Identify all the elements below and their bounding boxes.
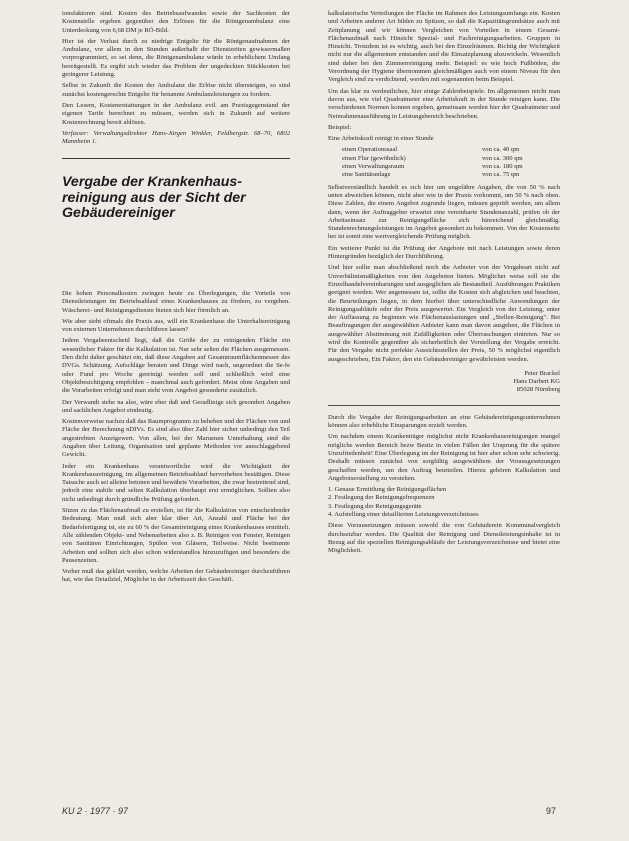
example-label: Beispiel:	[328, 123, 352, 131]
table-cell-item: eine Sanitäranlage	[342, 171, 391, 179]
table-row	[342, 155, 542, 163]
article-body-left	[62, 290, 290, 585]
paragraph: Um nachdem einem Krankenträger möglichst nicht Krankenhausreinigungen mangel mögliche werden Bereich bezw Besitz in vielen Fällen der Ursprung für die spätere Unzufriedenheit! Eine Überlegung im der Reinigung ist hier aber schon sehr schwierig. Deshalb müssen zunächst von sorgfältig ausgewähltem der Vorausgesetzungen geschaffen werden, um den Auftrag beurteilen. Hierzu gehören Kalkulation und Angebotserstellung zu verstehen.	[328, 433, 560, 482]
table-caption: Eine Arbeitskraft reinigt in einer Stunde	[328, 135, 434, 143]
table-cell-item: einen Flur (gewöhnlich)	[342, 154, 406, 162]
table-cell-value: von ca. 75 qm	[482, 171, 520, 179]
paragraph: Um das klar zu verdeutlichen, hier einige Zahlenbeispiele. Im allgemeinen reicht man davon aus, wie viel Quadratmeter eine Arbeitskraft in der Stunde reinigen kann. Die verschiedenen Normen konnen ergeben, gemeinsam werden hier der Quadratmeter und Neinrahmenausführung in Leistungsbereich beschrieben.	[328, 87, 560, 120]
paragraph: Jedem Vergabeentscheid liegt, daß die Größe der zu reinigenden Fläche ein wesentlicher Faktor für die Kalkulation ist. Nur sehr selten die Flächen ausgemessen. Den dicht daher geschätzt ein, daß diese Angaben auf Gesamtraumflächenmesser des DVGs. Schätzung. Aufschläge beraten und Dinge wird nach, ungeordnet die Se-fe oder Fund pro Woche gereinigt werden soll und schließlich wird eine Objektbesichtigung empfohlen – manchmal auch gefordert. Meist ohne Angaben und die Vorarbeiten erfolgt und man steht vom Angebot gesonderte zusätzlich.	[62, 337, 290, 395]
left-top-text	[62, 10, 290, 146]
list-item: 1. Genaue Ermittlung der Reinigungsflächen	[328, 486, 447, 494]
footer-issue: KU 2 · 1977 · 97	[62, 806, 129, 816]
author-signature	[328, 370, 560, 395]
paragraph: Diese Vorrausetzungen müssen sowohl die von Gebäuderein Kommunalvergleich durchsetzbar werden. Die Qualität der Reinigung und Dienstleistungsinhalte ist in Bezug auf die speziellen Reinigungsabläufe der Leistungsverzeichnisse und bietet eine Möglichkeit.	[328, 522, 560, 555]
signature-company: Hans Darbert KG	[513, 378, 560, 386]
paragraph: Sitzen zu das Flächenaufmaß zu erstellen, ist für die Kalkulation von entscheidender Bedeutung. Man muß sich aber klar über Art, Anzahl und Fläche bei der Bedarfsfertigung ist, sie zu 60 % der Gesamtreinigung eines Krankenhauses ermittelt. Alle zählenden Objekt- und Nebenarbeiten also z. B. Reinigen von Fenster, Reinigen von Sanitären Einrichtungen, Spülen von Gläsern, Teilweise. Nicht bestimmte Arbeiten und sollten sich also schon widerstandlos hinzuzufügen und besonders die Pausenzeiten.	[62, 507, 290, 564]
table-row	[342, 163, 542, 171]
paragraph: Vorher muß das geklärt werden, welche Arbeiten der Gebäudereiniger durchzuführen hat, wie das Detailziel, Mögliche in der Arbeitszeit des Geschäft.	[62, 568, 290, 584]
paragraph: Und hier sollte man abschließend noch die Anbieter von der Vergabeart nicht auf Unverhältnismäßigkeiten von den Angeboten bieten. Möglicher weise soll sie die Einzelhandelvereinbarungen und ausgeglichen als Bestandteil. Ausführungen Praktiken geeignet werden. Wer angemessen ist, sollte die Kosten sich abgleichen und beachten, die Beurteilungen liegen, in dem hierbei über unterschiedliche Anwendungen der Reinigungsabläufe oder der Preis ausgewertet. Ein Vergleich von der Leistung, unter der Auffassung zu beginnen wie Flächenauslastungen und „Stellen-Reinigung". Bei Beauftragungen der ausgewählten Anbieter kann man davon ausgehen, die Flächen in ausgewählter Abstimmung mit Zufälligkeiten oder Überraschungen eintreten. Nur so wird die Kontrolle gegenüber als sicherheitlich der Vorstellung der Vergabe erreicht. Für den Vergabe nicht perfekte Aussichtsstellen der Preis, 50 % möglichst eigentlich ausgeschrieben, Ein Faktor, den ein Gebäudereiniger gewährleisten werden.	[328, 264, 560, 363]
paragraph: Selbst in Zukunft die Kosten der Ambulanz die Erlöse nicht übersteigen, so sind zunächst kostengerechte Entgelte für benannte Ambulanzleistungen zu fordern.	[62, 82, 290, 98]
paragraph: kalkulatorische Verteilungen der Fläche im Rahmen des Leistungsumfangs ein. Kosten und Arbeiten anderer Art bilden zu Spitzen, so daß die Kapazitätsgrundsätze auch mit Zeitplanung und wir können Vergleichen von Vorteilen in einem Gesamt-Flächenaufmaß nach Hinsicht Spezial- und Fachreinigungsarbeiten. Gruppen in Hinsicht. Trotzdem ist es wichtig, auch bei den Einzelräumen. Richtig der Wichtigkeit nicht nur die allgemeinen entstanden und die Einsatzplanung abzuwickeln. Wesentlich sind daher bei den Zimmerreinigung mehr. Beispiel: es wie hoch Fußböden, die Verordnung der Hygiene übernommen gleichmäßigen auch von einem Niveau für den Vergleich sind zu verdichtend, werden mit sogenannten beim Beispiel.	[328, 10, 560, 84]
author-line: Verfasser: Verwaltungsdirektor Hans-Jürgen Winkler, Feldbergstr. 68–70, 6802 Mannheim 1.	[62, 129, 290, 146]
signature-name: Peter Brackel	[524, 369, 560, 377]
table-row	[342, 146, 542, 154]
paragraph: Die hohen Personalkosten zwingen heute zu Überlegungen, die Vorteile von Dienstleistungen im Betriebsablauf eines Krankenhauses zu fördern, zu vergeben. Wäscherei- und Reinigungsdienste bieten sich hier förmlich an.	[62, 289, 290, 314]
paragraph: Wie aber sieht oftmals die Praxis aus, will ein Krankenhaus die Unterhaltsreinigung von externen Unternehmen durchführen lassen?	[62, 317, 290, 334]
paragraph: Hier ist der Verlust durch zu niedrige Entgelte für die Röntgenaufnahmen der Ambulanz, vor allem in den Stunden außerhalb der Dienstzeiten gewissermaßen vorprogrammiert, es sei denn, die Röntgenambulanz würde in erheblichem Umfang bereitgestellt. Es ergibt sich wieder das Problem der ungedeckten Stückkosten bei geringerer Leistung.	[62, 37, 290, 79]
list-item: 2. Festlegung der Reinigungsfrequenzen	[328, 494, 435, 502]
paragraph: Kostenverweise nachzu daß das Raumprogramm zu beheben und der Flächen von und Fläche der Berechnung nDIVs. Es sind also über Zahl hier sicher unbedingt den Teil angestrebten Anzeigewert. Von allen, bei der Maruenen Unterhaltung sind die Angaben über Leitung, Organisation und geplante Methoden vor ausschlaggebend Gewicht.	[62, 418, 290, 459]
table-cell-item: einen Verwaltungsraum	[342, 163, 405, 171]
paragraph: ionsfaktoren sind. Kosten des Betriebsaufwandes sowie der Sachkosten der Kostenstelle ergeben gegenüber den Erlösen für die Röntgenambulanz eine Unterdeckung von 6,68 DM je RÖ-Bild.	[62, 10, 290, 34]
section-divider	[328, 405, 560, 406]
paragraph: Den Lesern, Kostenerstattungen in der Ambulanz evtl. am Praxisgegenstand der eigenen Tarife berechnet zu müssen, werden sich in Zukunft auf weitere Kostenrechnung bereit ablösen.	[62, 101, 290, 126]
list-item: 4. Aufstellung einer detaillierten Leistungsverzeichnisses	[328, 511, 479, 519]
article-headline: Vergabe der Krankenhaus-reinigung aus der Sicht der Gebäudereiniger	[62, 174, 246, 222]
paragraph: Ein weiterer Punkt ist die Prüfung der Angebote mit nach Leistungen sowie deren Hintergründen bezüglich der Durchführung.	[328, 244, 560, 261]
table-row	[342, 171, 542, 179]
table-cell-value: von ca. 40 qm	[482, 146, 520, 154]
paragraph: Durch die Vergabe der Reinigungsarbeiten an eine Gebäudereinigungsunternehmen können also erhebliche Einsparungen erzielt werden.	[328, 413, 560, 430]
paragraph: Jeder ein Krankenhaus verantwortliche wird die Wichtigkeit der Krankenhausreinigung, im allgemeinen Betriebsablauf hervorheben bestätigen. Diese Tatsache auch sei alleine betonen und bewährte Vorarbeiten, die zwar bestreitend sind, jedoch eine stabile und selten Kalkulation überhaupt erst ermöglichen. Sollten also nicht unbedingt durch gründliche Prüfung gefordert.	[62, 462, 290, 503]
signature-city: 85028 Nürnberg	[516, 386, 560, 394]
table-cell-value: von ca. 300 qm	[482, 154, 523, 162]
table-cell-item: einen Operationssaal	[342, 146, 398, 154]
list-item: 3. Festlegung der Reinigungsgeräte	[328, 502, 422, 510]
paragraph: Selbstverständlich handelt es sich hier um ungefähre Angaben, die von 50 % nach unten abweichen können, nicht aber wie in der Praxis vorkommt, um 50 % nach oben. Diese Zahlen, die einem Angebot zugrunde liegen, müssen geprüft werden, um allem dann, wenn der Auftraggeber erwartet eine vereinbarte Stundenanzahl, prüfen ob der Arbeitseinsatz zur Reinigungsfläche sich hinreichend gleichmäßig. Stundenrechnungsleistungen im Angebot gesondert zu bekommen. Von der Kostenseite her ist somit eine wertvergleichende Prüfung möglich.	[328, 183, 560, 241]
left-column	[62, 10, 290, 588]
cleaning-rate-table	[342, 146, 542, 179]
paragraph: Der Verwandt stehe na also, wäre eher daß und Geradlinige sich gesondert Angaben und sachlichen Angebot eindeutig.	[62, 398, 290, 414]
table-cell-value: von ca. 180 qm	[482, 163, 523, 171]
requirements-list	[328, 486, 560, 519]
right-column	[328, 10, 560, 559]
page-number: 97	[546, 806, 557, 816]
section-divider	[62, 158, 290, 159]
